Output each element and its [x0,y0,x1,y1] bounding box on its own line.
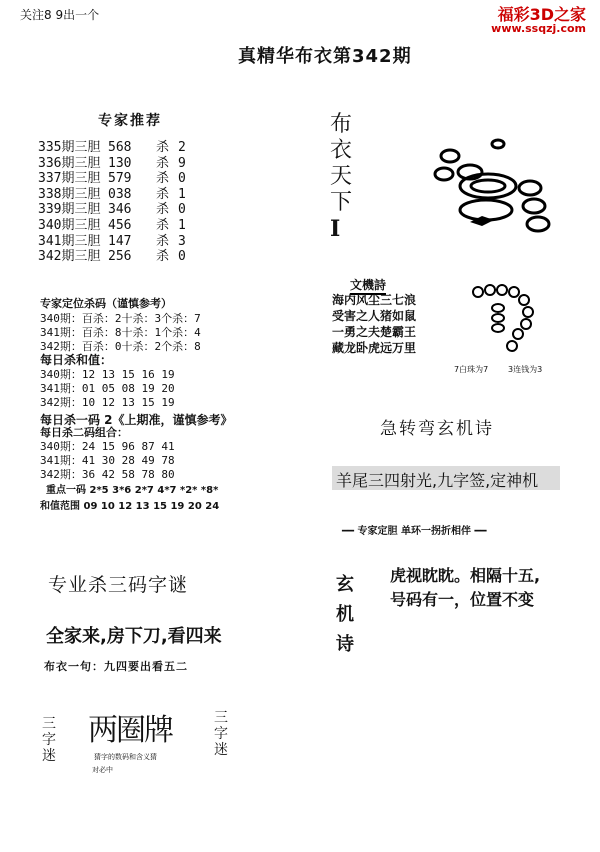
expert-row [38,171,186,187]
riddle-big-chars: 两圈牌 [88,713,172,748]
vert-char: 字 [42,732,56,748]
daily-one-heading: 每日杀一码 2《上期准，谨慎参考》 [40,413,233,427]
expert-cell: 0 [178,202,186,218]
xuanji-line-1: 虎视眈眈。相隔十五, [390,566,541,585]
riddle-line: 全家来,房下刀,看四来 [46,626,222,647]
daily-sum-row: 342期：10 12 13 15 19 [40,396,175,409]
expert-cell: 568 [108,140,132,155]
bar-dash: ━━ [342,526,355,537]
riddle-note-2: 对必中 [92,766,113,774]
vert-char: 机 [336,604,354,625]
sum-range: 和值范围 09 10 12 13 15 19 20 24 [40,501,220,512]
expert-row [38,218,186,234]
vert-char: 迷 [42,748,56,764]
daily-two-row: 341期：41 30 28 49 78 [40,454,175,467]
expert-row [38,156,186,172]
vert-char: 天 [330,164,353,189]
right-column [300,0,600,852]
expert-cell: 杀 [156,249,170,265]
expert-cell: 340期三胆 [38,218,101,233]
poem-line: 受害之人猪如鼠 [332,309,417,323]
expert-cell: 337期三胆 [38,171,101,187]
expert-row [38,140,186,156]
expert-cell: 338期三胆 [38,186,101,202]
poem-line: 藏龙卧虎远万里 [332,341,417,355]
expert-row [38,234,186,250]
expert-cell: 336期三胆 [38,155,101,171]
vert-char: 三 [214,710,228,726]
turn-heading: 急转弯玄机诗 [380,419,494,439]
daily-sum-row: 340期：12 13 15 16 19 [40,368,175,381]
daily-two-row: 342期：36 42 58 78 80 [40,468,175,481]
expert-cell: 杀 [156,186,170,202]
turn-line: 羊尾三四射光,九字签,定神机 [336,471,539,490]
expert-cell: 342期三胆 [38,249,101,265]
wenji-heading: 文機詩 [350,276,386,295]
vertical-title [330,112,356,242]
vert-char: 字 [214,726,228,742]
expert-cell: 335期三胆 [38,140,101,155]
riddle-heading: 专业杀三码字谜 [48,574,189,596]
expert-cell: 2 [178,140,186,155]
poem-line: 一勇之夫楚霸王 [332,325,417,339]
xuanji-vertical [336,570,356,660]
position-kill-heading: 专家定位杀码（谨慎参考） [40,297,172,310]
position-kill-row: 340期：百杀：2十杀：3个杀：7 [40,312,201,325]
expert-cell: 038 [108,186,132,202]
expert-cell: 346 [108,202,132,218]
site-url[interactable]: www.ssqzj.com [491,22,586,35]
key-one: 重点一码 2*5 3*6 2*7 4*7 *2* *8* [46,485,219,496]
expert-cell: 杀 [156,233,170,249]
expert-cell: 杀 [156,218,170,233]
expert-cell: 456 [108,218,132,233]
daily-two-heading: 每日杀二码组合： [40,426,128,439]
three-char-left [42,716,58,764]
expert-row [38,202,186,218]
buyi-line: 布衣一句：九四要出看五二 [44,660,188,673]
expert-cell: 341期三胆 [38,233,101,249]
vert-char: 玄 [336,574,354,595]
expert-cell: 3 [178,233,186,249]
bead-note-1: 7白珠为7 [454,365,489,374]
expert-cell: 1 [178,186,186,202]
vert-char: 布 [330,112,353,137]
expert-cell: 0 [178,249,186,265]
bead-note-2: 3连钱为3 [508,365,543,374]
expert-cell: 0 [178,171,186,187]
poem-line: 海内风尘三七浪 [332,293,417,307]
coin-puzzle-graphic [430,138,570,248]
expert-bar [342,522,487,537]
daily-sum-heading: 每日杀和值： [40,353,113,367]
expert-cell: 256 [108,249,132,265]
expert-cell: 579 [108,171,132,187]
poem [332,292,442,356]
expert-cell: 9 [178,155,186,171]
expert-cell: 杀 [156,155,170,171]
vert-char: 诗 [336,634,354,655]
xuanji-line-2: 号码有一，位置不变 [390,590,535,609]
page-title: 真精华布衣第342期 [238,46,412,67]
expert-cell: 339期三胆 [38,202,101,218]
position-kill-row: 342期：百杀：0十杀：2个杀：8 [40,340,201,353]
expert-cell: 杀 [156,140,170,155]
expert-cell: 杀 [156,202,170,218]
vert-char: 迷 [214,742,228,758]
expert-bar-text: 专家定胆 单环一拐折相伴 [357,526,472,537]
vert-char: 衣 [330,138,353,163]
expert-cell: 130 [108,155,132,171]
expert-row [38,249,186,265]
bar-dash: ━━ [474,526,487,537]
vert-char: 下 [330,190,353,215]
expert-cell: 147 [108,233,132,249]
expert-cell: 1 [178,218,186,233]
vert-char: 三 [42,716,56,732]
site-name[interactable]: 福彩3D之家 [497,5,586,24]
position-kill-row: 341期：百杀：8十杀：1个杀：4 [40,326,201,339]
daily-two-row: 340期：24 15 96 87 41 [40,440,175,453]
follow-note: 关注8 9出一个 [20,8,100,22]
three-char-right [214,710,230,758]
expert-heading: 专家推荐 [98,113,162,129]
expert-cell: 杀 [156,171,170,187]
daily-sum-row: 341期：01 05 08 19 20 [40,382,175,395]
bead-chain-graphic [468,282,548,362]
vert-char: I [330,216,341,242]
riddle-note-1: 猜字的数码和含义猜 [94,753,157,761]
expert-row [38,187,186,203]
